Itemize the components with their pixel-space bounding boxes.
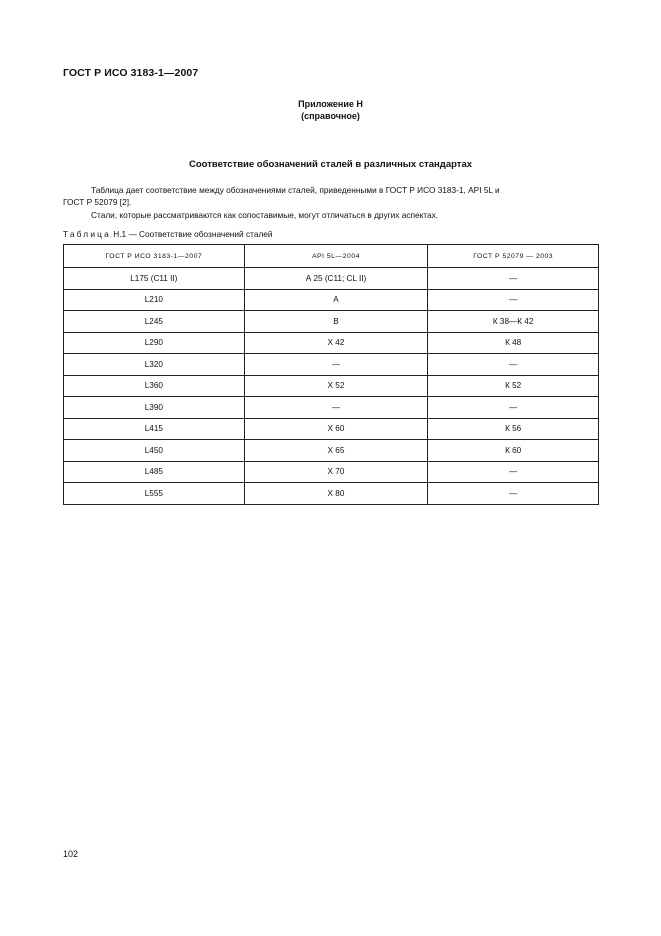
cell-api: Х 60 (244, 418, 428, 440)
table-row (64, 483, 599, 505)
cell-gost-iso: L390 (64, 397, 245, 419)
cell-api: Х 70 (244, 461, 428, 483)
table-row (64, 418, 599, 440)
table-header-row (64, 245, 599, 268)
cell-gost-iso: L360 (64, 375, 245, 397)
table-row (64, 440, 599, 462)
cell-gost-r: — (428, 268, 599, 290)
header-gost-iso: ГОСТ Р ИСО 3183-1—2007 (64, 245, 245, 268)
cell-api: Х 65 (244, 440, 428, 462)
cell-gost-iso: L555 (64, 483, 245, 505)
cell-api: В (244, 311, 428, 333)
page-number: 102 (63, 849, 79, 859)
table-row (64, 461, 599, 483)
cell-gost-r: — (428, 289, 599, 311)
cell-gost-iso: L210 (64, 289, 245, 311)
paragraph-2: Стали, которые рассматриваются как сопоставимые, могут отличаться в других аспектах. (91, 210, 439, 220)
cell-gost-iso: L320 (64, 354, 245, 376)
table-caption (63, 229, 273, 239)
cell-gost-iso: L415 (64, 418, 245, 440)
cell-gost-r: К 38—К 42 (428, 311, 599, 333)
table-row (64, 375, 599, 397)
cell-api: Х 42 (244, 332, 428, 354)
cell-gost-r: К 48 (428, 332, 599, 354)
cell-gost-iso: L485 (64, 461, 245, 483)
cell-gost-r: К 52 (428, 375, 599, 397)
header-gost-r: ГОСТ Р 52079 — 2003 (428, 245, 599, 268)
table-caption-prefix: Таблица (63, 229, 111, 239)
document-header: ГОСТ Р ИСО 3183-1—2007 (63, 67, 199, 79)
cell-gost-iso: L245 (64, 311, 245, 333)
cell-gost-r: К 56 (428, 418, 599, 440)
cell-gost-r: — (428, 354, 599, 376)
cell-gost-r: — (428, 397, 599, 419)
annex-subtitle: (справочное) (301, 111, 360, 121)
table-row (64, 311, 599, 333)
cell-api: — (244, 354, 428, 376)
table-row (64, 354, 599, 376)
header-api: API 5L—2004 (244, 245, 428, 268)
cell-api: Х 80 (244, 483, 428, 505)
table-row (64, 397, 599, 419)
section-title: Соответствие обозначений сталей в различных стандартах (188, 159, 473, 170)
steel-designation-table (63, 244, 599, 505)
cell-gost-iso: L290 (64, 332, 245, 354)
annex-title: Приложение Н (298, 99, 363, 109)
cell-api: — (244, 397, 428, 419)
cell-gost-iso: L175 (С11 II) (64, 268, 245, 290)
cell-api: А 25 (С11; CL II) (244, 268, 428, 290)
paragraph-1-line-2: ГОСТ Р 52079 [2]. (63, 197, 132, 207)
table-row (64, 289, 599, 311)
cell-gost-r: — (428, 483, 599, 505)
cell-api: А (244, 289, 428, 311)
cell-gost-r: — (428, 461, 599, 483)
cell-api: Х 52 (244, 375, 428, 397)
table-caption-text: Н.1 — Соответствие обозначений сталей (110, 229, 273, 239)
cell-gost-iso: L450 (64, 440, 245, 462)
table-row (64, 268, 599, 290)
table-row (64, 332, 599, 354)
paragraph-1-line-1: Таблица дает соответствие между обозначениями сталей, приведенными в ГОСТ Р ИСО 3183-1, API 5L и (91, 185, 500, 195)
cell-gost-r: К 60 (428, 440, 599, 462)
